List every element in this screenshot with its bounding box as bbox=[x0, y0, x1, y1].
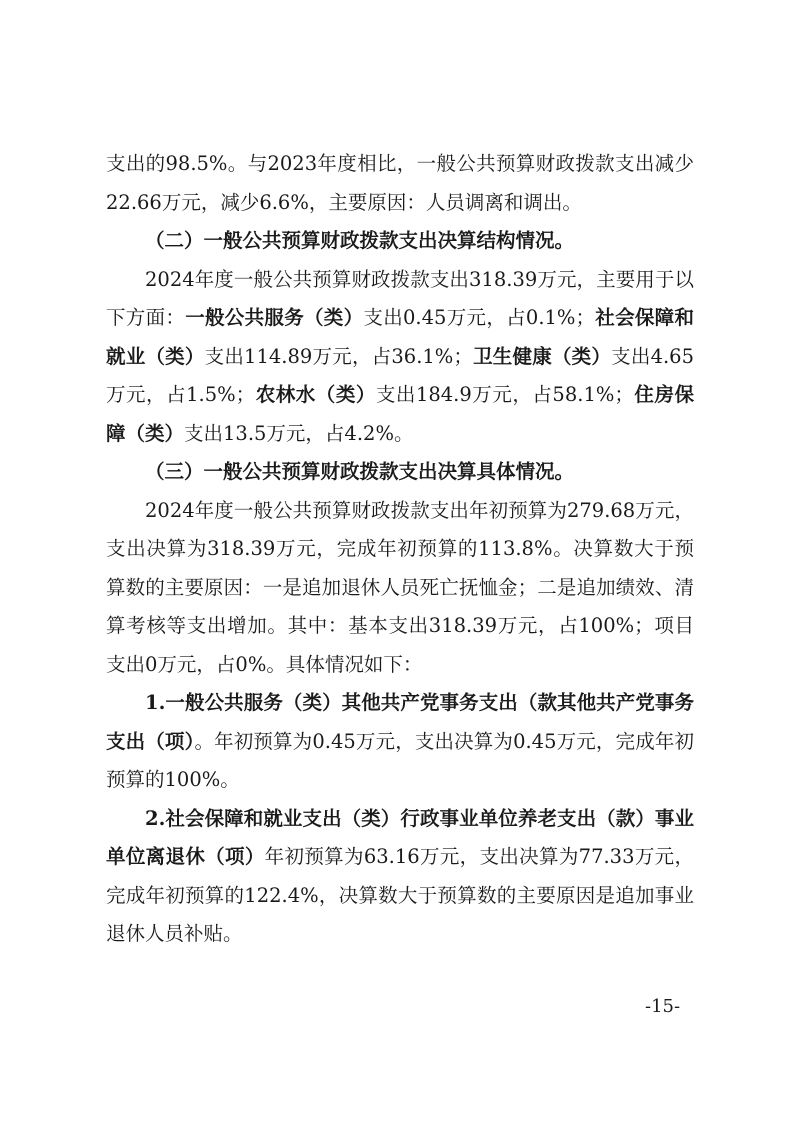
paragraph-text: 支出114.89万元，占36.1%； bbox=[204, 344, 473, 368]
paragraph-text: 支出13.5万元，占4.2%。 bbox=[184, 421, 414, 445]
category-health: 卫生健康（类） bbox=[472, 344, 612, 368]
paragraph-text: 支出4.65万元，占1.5%； bbox=[106, 344, 694, 406]
list-item-social-security bbox=[106, 800, 694, 954]
paragraph-expenditure-structure bbox=[106, 261, 694, 454]
section-heading-structure: （二）一般公共预算财政拨款支出决算结构情况。 bbox=[145, 229, 575, 252]
paragraph-text: 支出0.45万元，占0.1%； bbox=[363, 306, 595, 329]
paragraph-text: 2024年度一般公共预算财政拨款支出318.39万元，主要用于以下方面： bbox=[106, 267, 694, 329]
category-housing: 住房保障（类） bbox=[106, 383, 694, 445]
category-social-security: 社会保障和就业（类） bbox=[106, 306, 694, 368]
list-item-general-public-services bbox=[106, 684, 694, 800]
paragraph-expenditure-summary bbox=[106, 145, 694, 222]
item-text: 。年初预算为0.45万元，支出决算为0.45万元，完成年初预算的100%。 bbox=[106, 729, 694, 791]
paragraph-text: 2024年度一般公共预算财政拨款支出年初预算为279.68万元，支出决算为318.39万元，完成年初预算的113.8%。决算数大于预算数的主要原因：一是追加退休人员死亡抚恤金；二是追加绩效、清算考核等支出增加。其中：基本支出318.39万元，占100%；项目支出0万元，占0%。具体情况如下： bbox=[106, 498, 694, 676]
section-heading-details: （三）一般公共预算财政拨款支出决算具体情况。 bbox=[145, 460, 575, 483]
paragraph-text: 支出184.9万元，占58.1%； bbox=[375, 383, 634, 406]
paragraph-expenditure-details bbox=[106, 492, 694, 685]
document-body bbox=[106, 145, 694, 954]
page-number: -15- bbox=[645, 996, 681, 1017]
item-title: 1.一般公共服务（类）其他共产党事务支出（款其他共产党事务支出（项） bbox=[106, 691, 694, 753]
paragraph-text: 支出的98.5%。与2023年度相比，一般公共预算财政拨款支出减少22.66万元，减少6.6%，主要原因：人员调离和调出。 bbox=[106, 152, 694, 214]
item-title: 2.社会保障和就业支出（类）行政事业单位养老支出（款）事业单位离退休（项） bbox=[106, 806, 694, 868]
category-general-public-services: 一般公共服务（类） bbox=[185, 306, 364, 329]
category-agriculture: 农林水（类） bbox=[255, 383, 376, 406]
item-text: 年初预算为63.16万元，支出决算为77.33万元，完成年初预算的122.4%，决算数大于预算数的主要原因是追加事业退休人员补贴。 bbox=[106, 845, 694, 945]
